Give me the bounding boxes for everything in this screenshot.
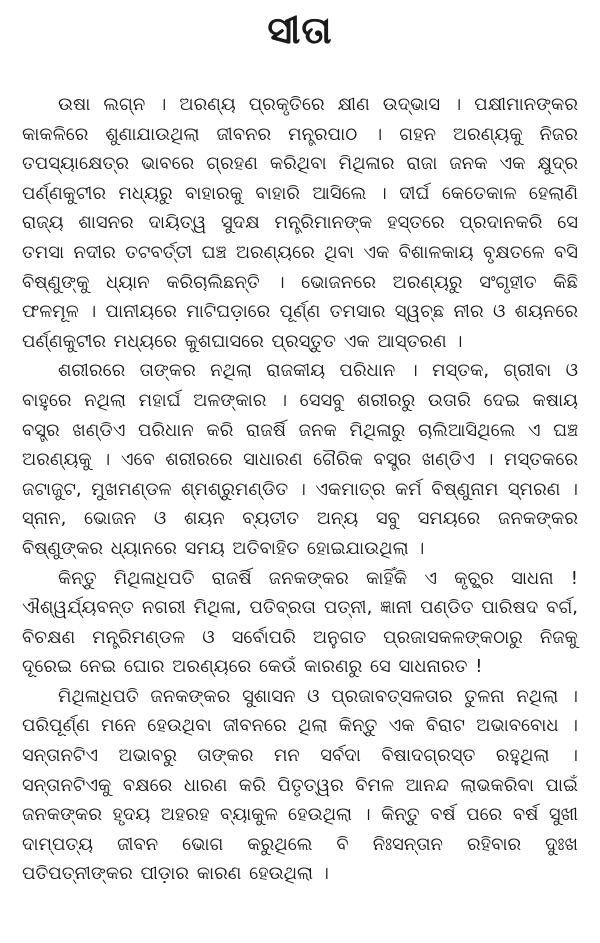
paragraph-2: ଶରୀରରେ ତାଙ୍କର ନଥିଲା ରାଜକୀୟ ପରିଧାନ । ମସ୍ତକ, ଗ୍ରୀବା ଓ ବାହୁରେ ନଥିଲା ମହାର୍ଘ ଅଳଙ୍କାର । ସେସବୁ ଶରୀରରୁ ଉତାରି ଦେଇ କଷାୟ ବସ୍ତ୍ର ଖଣ୍ଡିଏ ପରିଧାନ କରି ରାଜର୍ଷି ଜନକ ମିଥିଳାରୁ ଚାଲିଆସିଥିଲେ ଏ ଘଞ୍ଚ ଅରଣ୍ୟକୁ । ଏବେ ଶରୀରରେ ସାଧାରଣ ଗୈରିକ ବସ୍ତ୍ର ଖଣ୍ଡିଏ । ମସ୍ତକରେ ଜଟାଜୁଟ, ମୁଖମଣ୍ଡଳ ଶ୍ମଶ୍ରୁମଣ୍ଡିତ । ଏକମାତ୍ର କର୍ମ ବିଷ୍ଣୁନାମ ସ୍ମରଣ । ସ୍ନାନ, ଭୋଜନ ଓ ଶୟନ ବ୍ୟତୀତ ଅନ୍ୟ ସବୁ ସମୟରେ ଜନକଙ୍କର ବିଷ୍ଣୁଙ୍କର ଧ୍ୟାନରେ ସମୟ ଅତିବାହିତ ହୋଇଯାଉଥିଲା । (22, 360, 578, 559)
paragraph-4: ମିଥିଳାଧିପତି ଜନକଙ୍କର ସୁଶାସନ ଓ ପ୍ରଜାବତ୍ସଳତାର ତୁଳନା ନଥିଲା । ପରିପୂର୍ଣ୍ଣ ମନେ ହେଉଥିବା ଜୀବନରେ ଥିଲା କିନ୍ତୁ ଏକ ବିରାଟ ଅଭାବବୋଧ । ସନ୍ତାନଟିଏ ଅଭାବରୁ ତାଙ୍କର ମନ ସର୍ବଦା ବିଷାଦଗ୍ରସ୍ତ ରହୁଥିଲା । ସନ୍ତାନଟିଏକୁ ବକ୍ଷରେ ଧାରଣ କରି ପିତୃତ୍ୱର ବିମଳ ଆନନ୍ଦ ଲାଭକରିବା ପାଇଁ ଜନକଙ୍କର ହୃଦୟ ଅହରହ ବ୍ୟାକୁଳ ହେଉଥିଲା । କିନ୍ତୁ ବର୍ଷ ପରେ ବର୍ଷ ସୁଖୀ ଦାମ୍ପତ୍ୟ ଜୀବନ ଭୋଗ କରୁଥିଲେ ବି ନିଃସନ୍ତାନ ରହିବାର ଦୁଃଖ ପତିପତ୍ନୀଙ୍କର ପୀଡ଼ାର କାରଣ ହେଉଥିଲା । (22, 685, 578, 885)
paragraph-1: ଉଷା ଲଗ୍ନ । ଅରଣ୍ୟ ପ୍ରକୃତିରେ କ୍ଷୀଣ ଉଦ୍‌ଭାସ । ପକ୍ଷୀମାନଙ୍କର କାକଳିରେ ଶୁଣାଯାଉଥିଲା ଜୀବନର ମନ୍ତ୍ରପାଠ । ଗହନ ଅରଣ୍ୟକୁ ନିଜର ତପସ୍ୟାକ୍ଷେତ୍ର ଭାବରେ ଗ୍ରହଣ କରିଥିବା ମିଥିଳାର ରାଜା ଜନକ ଏକ କ୍ଷୁଦ୍ର ପର୍ଣ୍ଣକୁଟୀର ମଧ୍ୟରୁ ବାହାରକୁ ବାହାରି ଆସିଲେ । ଦୀର୍ଘ କେତେକାଳ ହେଲାଣି ରାଜ୍ୟ ଶାସନର ଦାୟିତ୍ୱ ସୁଦକ୍ଷ ମନ୍ତ୍ରିମାନଙ୍କ ହସ୍ତରେ ପ୍ରଦାନକରି ସେ ତମସା ନଦୀର ତଟବର୍ତ୍ତୀ ଘଞ୍ଚ ଅରଣ୍ୟରେ ଥିବା ଏକ ବିଶାଳକାୟ ବୃକ୍ଷତଳେ ବସି ବିଷ୍ଣୁଙ୍କୁ ଧ୍ୟାନ କରିଚାଲିଛନ୍ତି । ଭୋଜନରେ ଅରଣ୍ୟରୁ ସଂଗୃହୀତ କିଛି ଫଳମୂଳ । ପାନୀୟରେ ମାଟିଘଡ଼ାରେ ପୂର୍ଣ୍ଣ ତମସାର ସ୍ୱଚ୍ଛ ନୀର ଓ ଶୟନରେ ପର୍ଣ୍ଣକୁଟୀର ମଧ୍ୟରେ କୁଶଘାସରେ ପ୍ରସ୍ତୁତ ଏକ ଆସ୍ତରଣ । (22, 94, 578, 352)
paragraph-3: କିନ୍ତୁ ମିଥିଳାଧିପତି ରାଜର୍ଷି ଜନକଙ୍କର କାହିଁକି ଏ କୃଚ୍ଛ୍ର ସାଧନା ! ଐଶ୍ୱର୍ଯ୍ୟବନ୍ତ ନଗରୀ ମିଥିଳା, ପତିବ୍ରତା ପତ୍ନୀ, ଜ୍ଞାନୀ ପଣ୍ଡିତ ପାରିଷଦ ବର୍ଗ, ବିଚକ୍ଷଣ ମନ୍ତ୍ରିମଣ୍ଡଳ ଓ ସର୍ବୋପରି ଅନୁଗତ ପ୍ରଜାସକଳଙ୍କଠାରୁ ନିଜକୁ ଦୂରେଇ ନେଇ ଘୋର ଅରଣ୍ୟରେ କେଉଁ କାରଣରୁ ସେ ସାଧନାରତ ! (22, 567, 578, 678)
page-title: ସୀତା (267, 8, 333, 52)
